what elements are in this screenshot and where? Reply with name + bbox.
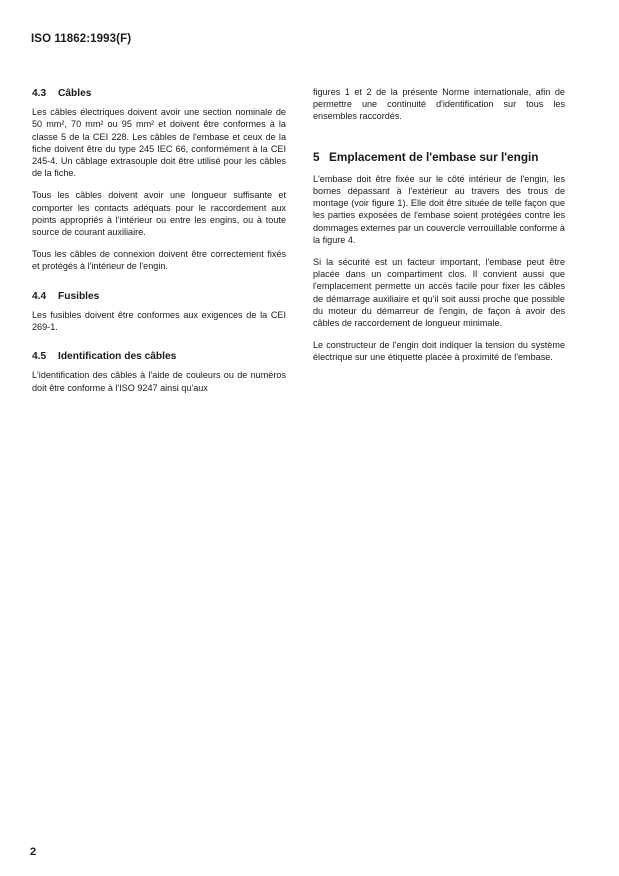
section-number: 4.4 — [32, 290, 47, 302]
section-5-heading — [313, 151, 565, 163]
section-number: 4.5 — [32, 351, 47, 363]
page-header: ISO 11862:1993(F) — [31, 33, 132, 45]
paragraph: L'embase doit être fixée sur le côté intérieur de l'engin, les bornes dépassant à l'extérieur au travers des trous de montage (voir figure 1). Elle doit être située de telle façon que les parties exposées de l'embase soient protégées contre les dommages externes par un couvercle verrouillable conforme à la figure 4. — [313, 173, 565, 245]
paragraph: Tous les câbles doivent avoir une longueur suffisante et comporter les contacts adéquats pour le raccordement aux points appropriés à l'intérieur ou entre les engins, ou à toute source de courant auxiliaire. — [32, 190, 286, 238]
section-4-5-heading — [32, 351, 286, 363]
section-number: 4.3 — [32, 88, 47, 99]
right-column — [313, 86, 565, 374]
paragraph: Si la sécurité est un facteur important, l'embase peut être placée dans un compartiment clos. Il convient aussi que l'emplacement permette un accès facile pour fixer les câbles de démarrage auxiliaire et qu'il soit aussi proche que possible du moteur du démarreur de l'engin, de façon à avoir des câbles de raccordement de longueur minimale. — [313, 257, 565, 329]
paragraph: Tous les câbles de connexion doivent être correctement fixés et protégés à l'intérieur de l'engin. — [32, 249, 286, 272]
paragraph: figures 1 et 2 de la présente Norme internationale, afin de permettre une continuité d'identification sur tous les ensembles raccordés. — [313, 87, 565, 122]
page-number: 2 — [30, 846, 37, 858]
section-title: Identification des câbles — [58, 351, 177, 363]
section-title: Câbles — [58, 88, 92, 99]
paragraph: Les câbles électriques doivent avoir une section nominale de 50 mm², 70 mm² ou 95 mm² et doivent être conformes à la classe 5 de la CEI 228. Les câbles de l'embase et ceux de la fiche doivent être du type 245 IEC 66, conformément à la CEI 245-4. Un câblage extrasouple doit être utilisé pour les câbles de la fiche. — [32, 107, 286, 179]
section-title: Fusibles — [58, 290, 100, 302]
section-4-4-heading — [32, 291, 286, 303]
section-4-3-heading — [32, 88, 286, 100]
section-number: 5 — [313, 149, 320, 164]
paragraph: L'identification des câbles à l'aide de couleurs ou de numéros doit être conforme à l'ISO 9247 ainsi qu'aux — [32, 370, 286, 393]
left-column — [32, 88, 286, 404]
paragraph: Les fusibles doivent être conformes aux exigences de la CEI 269-1. — [32, 309, 286, 333]
section-title: Emplacement de l'embase sur l'engin — [329, 149, 539, 164]
paragraph: Le constructeur de l'engin doit indiquer la tension du système électrique sur une étiquette placée à proximité de l'embase. — [313, 340, 565, 363]
